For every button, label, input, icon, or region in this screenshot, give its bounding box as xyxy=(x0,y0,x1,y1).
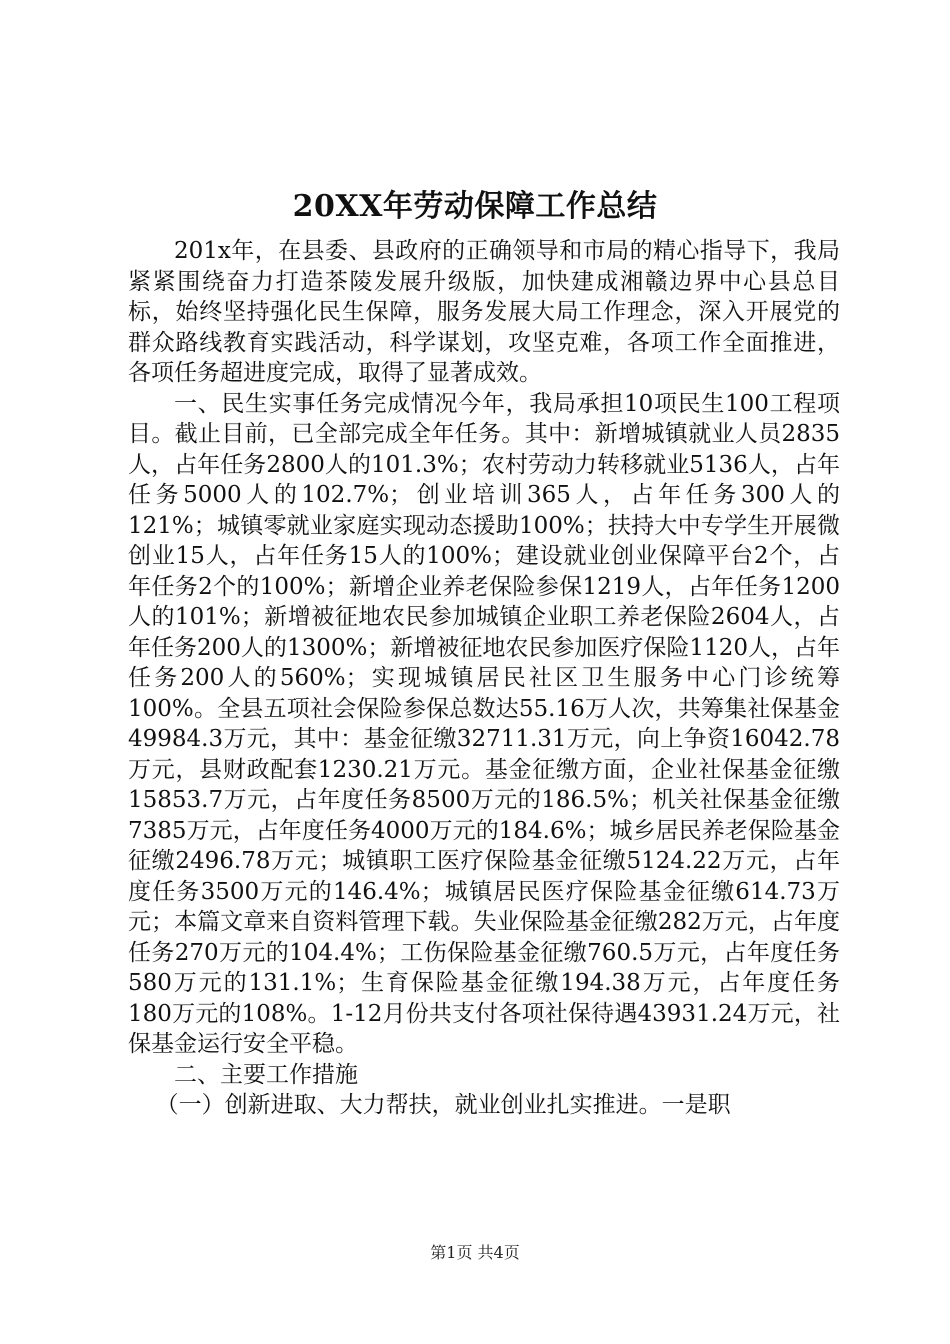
paragraph-intro: 201x年，在县委、县政府的正确领导和市局的精心指导下，我局紧紧围绕奋力打造茶陵发展升级版，加快建成湘赣边界中心县总目标，始终坚持强化民生保障，服务发展大局工作理念，深入开展党的群众路线教育实践活动，科学谋划，攻坚克难，各项工作全面推进，各项任务超进度完成，取得了显著成效。 xyxy=(128,238,840,386)
page-indicator: 第1页 共4页 xyxy=(430,1243,520,1262)
paragraph-section-1: 一、民生实事任务完成情况今年，我局承担10项民生100工程项目。截止目前，已全部完成全年任务。其中：新增城镇就业人员2835人，占年任务2800人的101.3%；农村劳动力转移就业5136人，占年任务5000人的102.7%；创业培训365人，占年任务300人的121%；城镇零就业家庭实现动态援助100%；扶持大中专学生开展微创业15人，占年任务15人的100%；建设就业创业保障平台2个，占年任务2个的100%；新增企业养老保险参保1219人，占年任务1200人的101%；新增被征地农民参加城镇企业职工养老保险2604人，占年任务200人的1300%；新增被征地农民参加医疗保险1120人，占年任务200人的560%；实现城镇居民社区卫生服务中心门诊统筹100%。全县五项社会保险参保总数达55.16万人次，共筹集社保基金49984.3万元，其中：基金征缴32711.31万元，向上争资16042.78万元，县财政配套1230.21万元。基金征缴方面，企业社保基金征缴15853.7万元，占年度任务8500万元的186.5%；机关社保基金征缴7385万元，占年度任务4000万元的184.6%；城乡居民养老保险基金征缴2496.78万元；城镇职工医疗保险基金征缴5124.22万元，占年度任务3500万元的146.4%；城镇居民医疗保险基金征缴614.73万元；本篇文章来自资料管理下载。失业保险基金征缴282万元，占年度任务270万元的104.4%；工伤保险基金征缴760.5万元，占年度任务580万元的131.1%；生育保险基金征缴194.38万元，占年度任务180万元的108%。1-12月份共支付各项社保待遇43931.24万元，社保基金运行安全平稳。 xyxy=(128,390,840,1057)
document-title: 20XX年劳动保障工作总结 xyxy=(292,189,658,224)
document-body xyxy=(128,236,840,1121)
paragraph-section-2-heading: 二、主要工作措施 xyxy=(174,1061,358,1088)
paragraph-subsection-1: （一）创新进取、大力帮扶，就业创业扎实推进。一是职 xyxy=(155,1092,731,1118)
